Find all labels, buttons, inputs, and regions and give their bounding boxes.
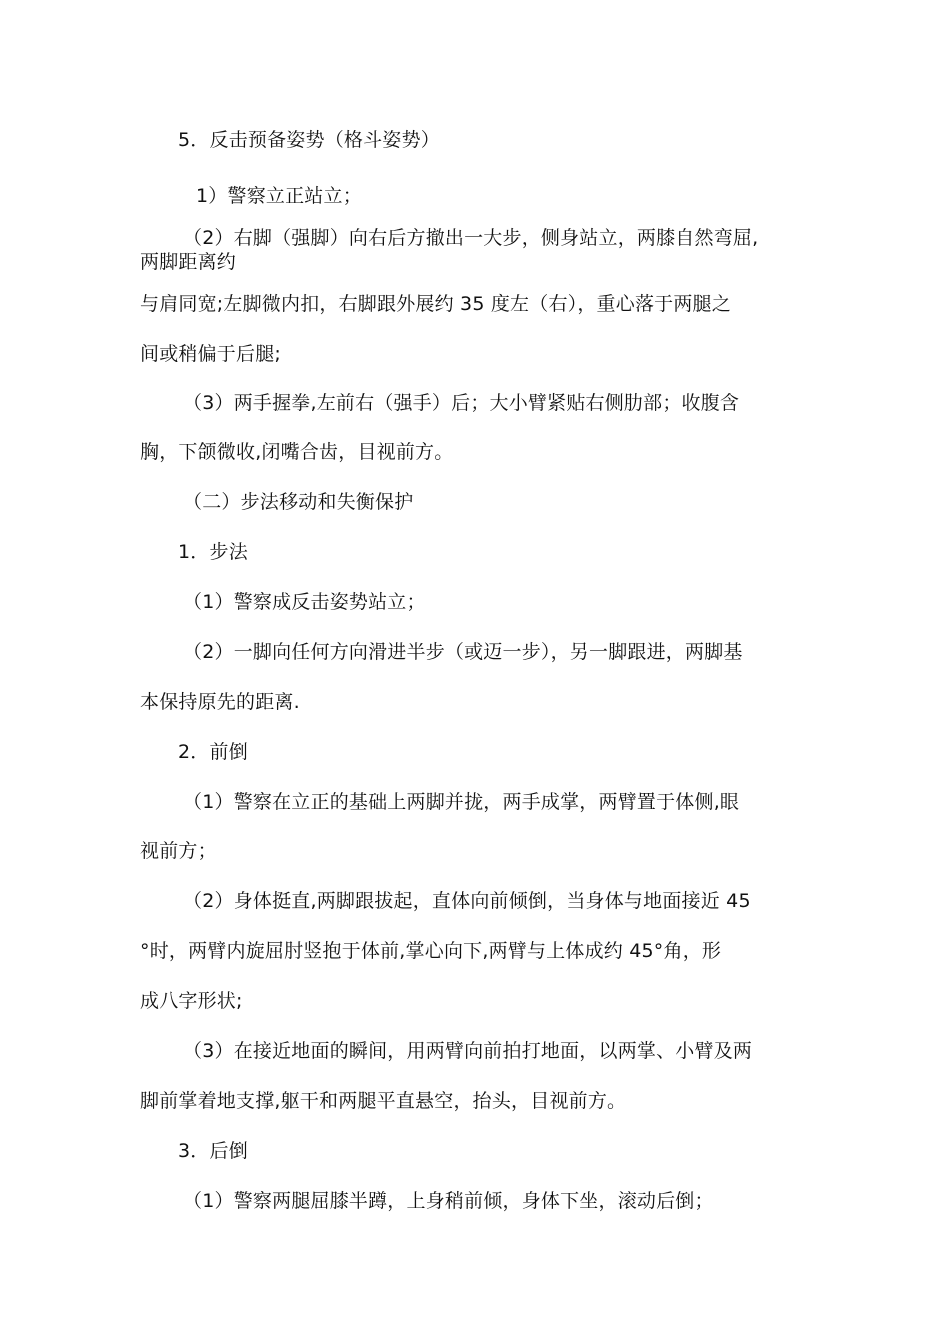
- subsection-heading: 3．后倒: [178, 1140, 248, 1162]
- paragraph-line: （3）在接近地面的瞬间，用两臂向前拍打地面，以两掌、小臂及两: [183, 1040, 753, 1062]
- paragraph-line: 间或稍偏于后腿;: [140, 343, 282, 365]
- paragraph-line: （1）警察成反击姿势站立；: [183, 591, 426, 613]
- paragraph-line: （1）警察两腿屈膝半蹲，上身稍前倾，身体下坐，滚动后倒；: [183, 1190, 714, 1212]
- paragraph-line: （2）身体挺直,两脚跟拔起，直体向前倾倒，当身体与地面接近 45: [183, 890, 751, 912]
- paragraph-line: 脚前掌着地支撑,躯干和两腿平直悬空，抬头，目视前方。: [140, 1090, 627, 1112]
- subsection-heading: 2．前倒: [178, 741, 248, 763]
- paragraph-line: 1）警察立正站立；: [196, 185, 362, 207]
- section-heading: （二）步法移动和失衡保护: [183, 491, 414, 513]
- paragraph-line: 成八字形状;: [140, 990, 243, 1012]
- paragraph-line: 胸，下颌微收,闭嘴合齿，目视前方。: [140, 441, 454, 463]
- paragraph-line: 本保持原先的距离.: [140, 691, 300, 713]
- subsection-heading: 1．步法: [178, 541, 248, 563]
- paragraph-line: （2）一脚向任何方向滑进半步（或迈一步），另一脚跟进，两脚基: [183, 641, 743, 663]
- paragraph-line: （2）右脚（强脚）向右后方撤出一大步，侧身站立，两膝自然弯屈,: [183, 227, 759, 249]
- paragraph-line: （1）警察在立正的基础上两脚并拢，两手成掌，两臂置于体侧,眼: [183, 791, 740, 813]
- paragraph-line: 与肩同宽;左脚微内扣，右脚跟外展约 35 度左（右），重心落于两腿之: [140, 293, 731, 315]
- paragraph-line: 视前方；: [140, 840, 217, 862]
- section-heading: 5．反击预备姿势（格斗姿势）: [178, 129, 440, 151]
- paragraph-line: （3）两手握拳,左前右（强手）后；大小臂紧贴右侧肋部；收腹含: [183, 392, 740, 414]
- paragraph-line: °时，两臂内旋屈肘竖抱于体前,掌心向下,两臂与上体成约 45°角，形: [140, 940, 722, 962]
- paragraph-line: 两脚距离约: [140, 251, 237, 273]
